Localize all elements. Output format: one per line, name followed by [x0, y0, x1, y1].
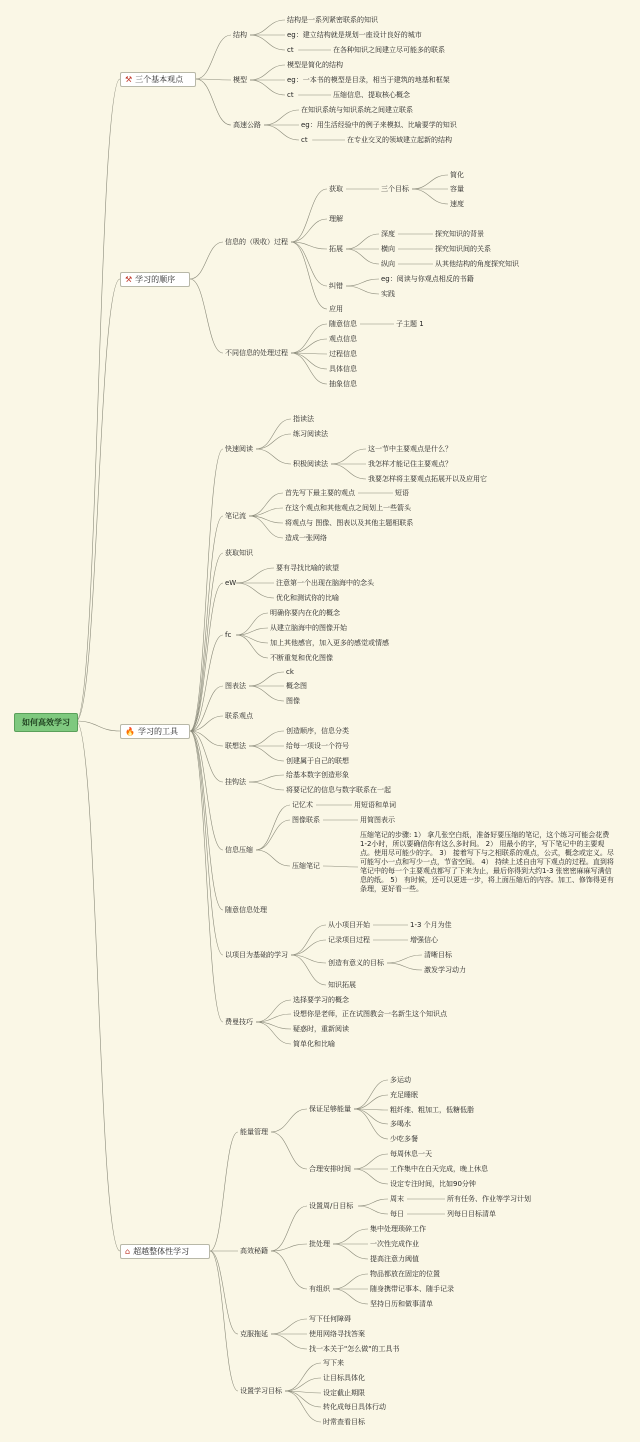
topic-level3[interactable]: 使用网络寻找答案	[309, 1330, 365, 1338]
connector-line-131	[285, 1363, 321, 1391]
topic-level3[interactable]: 抽象信息	[329, 380, 357, 388]
topic-level3[interactable]: 合理安排时间	[309, 1165, 351, 1173]
connector-line-81	[256, 820, 290, 850]
connector-line-60	[236, 583, 274, 598]
connector-line-106	[354, 1109, 388, 1124]
topic-level4[interactable]: 用短语和单词	[354, 801, 396, 809]
topic-level2[interactable]: 信息压缩	[225, 846, 253, 854]
connector-line-69	[249, 686, 284, 701]
main-branch-label: 超越整体性学习	[133, 1247, 190, 1256]
topic-level3[interactable]: 写下任何障碍	[309, 1315, 351, 1323]
topic-level5[interactable]: 所有任务、作业等学习计划	[447, 1195, 531, 1203]
topic-level2[interactable]: 随意信息处理	[225, 906, 267, 914]
topic-level3[interactable]: 给基本数字创造形象	[286, 771, 349, 779]
connector-line-96	[256, 1000, 291, 1022]
topic-level2[interactable]: 克服拖延	[240, 1330, 268, 1338]
connector-line-33	[346, 286, 379, 294]
topic-level2[interactable]: 结构	[233, 31, 247, 39]
topic-level2[interactable]: 联系观点	[225, 712, 253, 720]
connector-line-97	[256, 1014, 291, 1022]
topic-level4[interactable]: 物品都放在固定的位置	[370, 1270, 440, 1278]
connector-line-40	[291, 353, 327, 369]
topic-level4[interactable]: 在各种知识之间建立尽可能多的联系	[333, 46, 445, 54]
topic-level4[interactable]: 压缩信息、提取核心概念	[333, 91, 410, 99]
connector-line-6	[196, 79, 231, 80]
topic-level3[interactable]: 要有寻找比喻的欲望	[276, 564, 339, 572]
connector-line-123	[333, 1274, 368, 1289]
main-branch-2[interactable]	[120, 724, 190, 739]
topic-level4[interactable]: 在专业交叉的领域建立起新的结构	[347, 136, 452, 144]
connector-line-118	[271, 1244, 307, 1251]
topic-level4[interactable]: 1-3 个月为佳	[410, 921, 452, 929]
connector-line-16	[76, 279, 120, 721]
topic-level2[interactable]: eW	[225, 579, 237, 587]
connector-line-56	[190, 553, 223, 731]
connector-line-53	[249, 508, 283, 516]
topic-level3[interactable]: 积极阅读法	[293, 460, 328, 468]
connector-line-7	[250, 65, 285, 80]
topic-level2[interactable]: 高效秘籍	[240, 1247, 268, 1255]
connector-line-50	[190, 516, 223, 731]
topic-level2[interactable]: 以项目为基础的学习	[225, 951, 288, 959]
topic-level4[interactable]: 短语	[395, 489, 409, 497]
connector-line-101	[210, 1132, 238, 1251]
connector-line-20	[412, 175, 448, 189]
topic-level4[interactable]: 充足睡眠	[390, 1091, 418, 1099]
topic-level3[interactable]: 创建属于自己的联想	[286, 757, 349, 765]
connector-line-12	[264, 110, 299, 125]
connector-line-79	[256, 805, 290, 850]
topic-level2[interactable]: 费曼技巧	[225, 1018, 253, 1026]
connector-line-85	[190, 731, 223, 910]
topic-level4[interactable]: 随身携带记事本、随手记录	[370, 1285, 454, 1293]
topic-level3[interactable]: 明确你要内在化的概念	[270, 609, 340, 617]
topic-level3[interactable]: eg：用生活经验中的例子来模拟、比喻要学的知识	[301, 121, 457, 129]
topic-level3[interactable]: 应用	[329, 305, 343, 313]
topic-level3[interactable]: 压缩笔记	[292, 862, 320, 870]
topic-level3[interactable]: ct	[301, 136, 308, 144]
topic-level4[interactable]: 坚持日历和做事清单	[370, 1300, 433, 1308]
connector-line-29	[346, 249, 379, 264]
topic-level3[interactable]: 保证足够能量	[309, 1105, 351, 1113]
connector-line-129	[271, 1334, 307, 1349]
connector-line-32	[346, 279, 379, 286]
topic-level3[interactable]: 概念图	[286, 682, 307, 690]
topic-level5[interactable]: 简化	[450, 171, 464, 179]
connector-line-130	[210, 1251, 238, 1391]
topic-level3[interactable]: 设想你是老师，正在试图教会一名新生这个知识点	[293, 1010, 447, 1018]
topic-level4[interactable]: 增强信心	[410, 936, 438, 944]
root-topic[interactable]	[14, 713, 78, 732]
topic-level3[interactable]: 时常查看目标	[323, 1418, 365, 1426]
topic-level3[interactable]: 记忆术	[292, 801, 313, 809]
connector-line-58	[236, 568, 274, 583]
main-branch-label: 三个基本观点	[135, 75, 184, 84]
connector-line-2	[250, 20, 285, 35]
topic-level3[interactable]: 写下来	[323, 1359, 344, 1367]
topic-level4[interactable]: 每周休息一天	[390, 1150, 432, 1158]
topic-level3[interactable]: 从小项目开始	[328, 921, 370, 929]
main-branch-label: 学习的工具	[137, 727, 178, 736]
connector-line-89	[291, 940, 326, 955]
topic-level3[interactable]: 不断重复和优化图像	[270, 654, 333, 662]
topic-level3[interactable]: 图像联系	[292, 816, 320, 824]
house-icon: ⌂	[125, 1247, 131, 1256]
connector-line-11	[196, 79, 231, 125]
connector-line-4	[250, 35, 285, 50]
connector-line-122	[271, 1251, 307, 1289]
topic-level4[interactable]: 子主题 1	[396, 320, 424, 328]
topic-level4[interactable]: 我要怎样将主要观点拓展开以及应用它	[368, 475, 487, 483]
connector-line-76	[249, 775, 284, 782]
connector-line-51	[249, 493, 283, 516]
connector-line-22	[412, 189, 448, 204]
connector-line-103	[354, 1080, 388, 1109]
topic-level3[interactable]: eg：建立结构就是规划一座设计良好的城市	[287, 31, 422, 39]
topic-level3[interactable]: ct	[287, 91, 294, 99]
topic-level3[interactable]: 拓展	[329, 245, 343, 253]
topic-level4[interactable]: 提高注意力阈值	[370, 1255, 419, 1263]
connector-line-49	[331, 464, 366, 479]
topic-level4[interactable]: 这一节中主要观点是什么？	[368, 445, 452, 453]
topic-level4[interactable]: 每日	[390, 1210, 404, 1218]
topic-level5[interactable]: 列每日目标清单	[447, 1210, 496, 1218]
main-branch-0[interactable]	[120, 72, 196, 87]
topic-level4[interactable]: 横向	[381, 245, 395, 253]
topic-level4[interactable]: eg：阅读与你观点相反的书籍	[381, 275, 474, 283]
topic-level3[interactable]: 加上其他感官，加入更多的感觉或情感	[270, 639, 389, 647]
connector-line-47	[331, 449, 366, 464]
topic-level3[interactable]: 记录项目过程	[328, 936, 370, 944]
connector-line-107	[354, 1109, 388, 1139]
connector-line-42	[76, 721, 120, 731]
topic-level2[interactable]: 图表法	[225, 682, 246, 690]
topic-level3[interactable]: 练习阅读法	[293, 430, 328, 438]
topic-level3[interactable]: 理解	[329, 215, 343, 223]
topic-level3[interactable]: 知识拓展	[328, 981, 356, 989]
connector-line-65	[236, 635, 268, 658]
connector-line-9	[250, 80, 285, 95]
topic-level4[interactable]: 压缩笔记的步骤: 1） 拿几张空白纸，准备好要压缩的笔记，这个练习可能会花费1-2小时，所以要确信你有这么多时间。 2） 用最小的字，写下笔记中的主要观点。使用尽可能少的字。 3） 接着写下与之相联系的观点，公式，概念或定义。尽可能写小一点和写少一点，节省空间。 4） 持续上述自由写下观点的过程。直到将笔记中的每一个主要观点都写了下来为止，最后你得到大约1-3 张密密麻麻写满信息的纸。 5） 有时候，还可以更进一步，将上面压缩后的内容。加工、修饰得更有条理，更好看一些。	[360, 831, 614, 893]
topic-level2[interactable]: 联想法	[225, 742, 246, 750]
topic-level3[interactable]: 创造顺序，信息分类	[286, 727, 349, 735]
topic-level4[interactable]: 设定专注时间，比如90分钟	[390, 1180, 476, 1188]
root-topic-label: 如何高效学习	[22, 718, 70, 727]
topic-level4[interactable]: 粗纤维、粗加工，低糖低脂	[390, 1106, 474, 1114]
tools-icon: ⚒	[125, 275, 133, 284]
topic-level4[interactable]: 激发学习动力	[424, 966, 466, 974]
topic-level3[interactable]: 随意信息	[329, 320, 357, 328]
connector-line-83	[256, 850, 290, 866]
topic-level5[interactable]: 探究知识的背景	[435, 230, 484, 238]
connector-line-23	[291, 219, 327, 242]
connector-line-100	[76, 721, 120, 1251]
topic-level3[interactable]: 结构是一系列紧密联系的知识	[287, 16, 378, 24]
connector-line-14	[264, 125, 299, 140]
topic-level5[interactable]: 容量	[450, 185, 464, 193]
topic-level3[interactable]: 首先写下最主要的观点	[285, 489, 355, 497]
topic-level3[interactable]: 具体信息	[329, 365, 357, 373]
connector-line-127	[271, 1319, 307, 1334]
topic-level4[interactable]: 纵向	[381, 260, 395, 268]
topic-level3[interactable]: 图像	[286, 697, 300, 705]
topic-level3[interactable]: ct	[287, 46, 294, 54]
topic-level3[interactable]: 设置周/日目标	[309, 1202, 354, 1210]
connector-line-132	[285, 1378, 321, 1391]
connector-line-64	[236, 635, 268, 643]
connector-line-134	[285, 1391, 321, 1407]
connector-line-43	[190, 449, 223, 731]
topic-level3[interactable]: 获取	[329, 185, 343, 193]
topic-level3[interactable]: 过程信息	[329, 350, 357, 358]
topic-level4[interactable]: 用简图表示	[360, 816, 395, 824]
connector-line-95	[190, 731, 223, 1022]
connector-line-25	[346, 234, 379, 249]
topic-level2[interactable]: 获取知识	[225, 549, 253, 557]
topic-level4[interactable]: 多喝水	[390, 1120, 411, 1128]
connector-line-109	[354, 1154, 388, 1169]
connector-line-119	[333, 1229, 368, 1244]
topic-level3[interactable]: 让目标具体化	[323, 1374, 365, 1382]
topic-level3[interactable]: 从建立脑海中的图像开始	[270, 624, 347, 632]
topic-level3[interactable]: 找一本关于"怎么做"的工具书	[309, 1345, 400, 1353]
topic-level3[interactable]: 指读法	[293, 415, 314, 423]
topic-level2[interactable]: 设置学习目标	[240, 1387, 282, 1395]
connector-line-77	[249, 782, 284, 790]
topic-level3[interactable]: 设定截止期限	[323, 1389, 365, 1397]
topic-level3[interactable]: 注意第一个出现在脑海中的念头	[276, 579, 374, 587]
topic-level3[interactable]: 创造有意义的目标	[328, 959, 384, 967]
topic-level2[interactable]: 模型	[233, 76, 247, 84]
topic-level3[interactable]: 简单化和比喻	[293, 1040, 335, 1048]
connector-line-24	[291, 242, 327, 249]
connector-line-87	[291, 925, 326, 955]
connector-line-72	[249, 731, 284, 746]
fire-icon: 🔥	[125, 727, 135, 736]
connector-line-102	[271, 1109, 307, 1132]
topic-level4[interactable]: 集中处理琐碎工作	[370, 1225, 426, 1233]
connector-line-18	[291, 189, 327, 242]
connector-line-125	[333, 1289, 368, 1304]
topic-level2[interactable]: 不同信息的处理过程	[225, 349, 288, 357]
topic-level2[interactable]: 信息的（吸收）过程	[225, 238, 288, 246]
connector-line-94	[291, 955, 326, 985]
topic-level4[interactable]: 实践	[381, 290, 395, 298]
topic-level4[interactable]: 工作集中在白天完成，晚上休息	[390, 1165, 488, 1173]
connector-line-114	[358, 1199, 388, 1206]
topic-level2[interactable]: 快速阅读	[225, 445, 253, 453]
tools-icon: ⚒	[125, 75, 133, 84]
connector-line-111	[354, 1169, 388, 1184]
connector-line-104	[354, 1095, 388, 1109]
connector-line-1	[196, 35, 231, 79]
connector-line-116	[358, 1206, 388, 1214]
topic-level3[interactable]: 将观点与 图像、图表以及其他主题相联系	[285, 519, 414, 527]
connector-line-86	[190, 731, 223, 955]
topic-level4[interactable]: 我怎样才能记住主要观点？	[368, 460, 452, 468]
main-branch-label: 学习的顺序	[135, 275, 176, 284]
topic-level3[interactable]: 在知识系统与知识系统之间建立联系	[301, 106, 413, 114]
topic-level2[interactable]: 高速公路	[233, 121, 261, 129]
connector-line-34	[291, 242, 327, 309]
topic-level3[interactable]: 疑惑时，重新阅读	[293, 1025, 349, 1033]
topic-level4[interactable]: 多运动	[390, 1076, 411, 1084]
topic-level3[interactable]: 纠错	[329, 282, 343, 290]
topic-level3[interactable]: eg：一本书的模型是目录，相当于建筑的地基和框架	[287, 76, 450, 84]
connector-line-78	[190, 731, 223, 850]
connector-line-46	[256, 449, 291, 464]
topic-level4[interactable]: 周末	[390, 1195, 404, 1203]
topic-level4[interactable]: 深度	[381, 230, 395, 238]
topic-level3[interactable]: 优化和测试你的比喻	[276, 594, 339, 602]
topic-level2[interactable]: fc	[225, 631, 232, 639]
topic-level3[interactable]: 在这个观点和其他观点之间划上一些箭头	[285, 504, 411, 512]
topic-level3[interactable]: 给每一项设一个符号	[286, 742, 349, 750]
connector-line-45	[256, 434, 291, 449]
main-branch-1[interactable]	[120, 272, 190, 287]
topic-level5[interactable]: 探究知识间的关系	[435, 245, 491, 253]
main-branch-3[interactable]	[120, 1244, 210, 1259]
topic-level3[interactable]: 造成一张网络	[285, 534, 327, 542]
connector-line-84	[323, 866, 358, 867]
topic-level5[interactable]: 速度	[450, 200, 464, 208]
topic-level3[interactable]: 观点信息	[329, 335, 357, 343]
connector-line-36	[291, 324, 327, 353]
connector-line-0	[76, 79, 120, 721]
topic-level4[interactable]: 一次性完成作业	[370, 1240, 419, 1248]
topic-level3[interactable]: 选择要学习的概念	[293, 996, 349, 1004]
topic-level3[interactable]: 将要记忆的信息与数字联系在一起	[286, 786, 391, 794]
topic-level5[interactable]: 从其他结构的角度探究知识	[435, 260, 519, 268]
topic-level3[interactable]: 转化成每日具体行动	[323, 1403, 386, 1411]
connector-line-121	[333, 1244, 368, 1259]
topic-level4[interactable]: 清晰目标	[424, 951, 452, 959]
connector-line-93	[387, 963, 422, 970]
topic-level3[interactable]: 模型是简化的结构	[287, 61, 343, 69]
connector-line-44	[256, 419, 291, 449]
topic-level2[interactable]: 能量管理	[240, 1128, 268, 1136]
topic-level3[interactable]: 批处理	[309, 1240, 330, 1248]
connector-line-108	[271, 1132, 307, 1169]
connector-line-92	[387, 955, 422, 963]
topic-level2[interactable]: 笔记流	[225, 512, 246, 520]
topic-level4[interactable]: 三个目标	[381, 185, 409, 193]
connector-line-35	[190, 279, 223, 353]
connector-line-38	[291, 339, 327, 353]
topic-level3[interactable]: ck	[286, 668, 294, 676]
topic-level2[interactable]: 挂钩法	[225, 778, 246, 786]
connector-line-67	[249, 672, 284, 686]
connector-line-74	[249, 746, 284, 761]
topic-level4[interactable]: 少吃多餐	[390, 1135, 418, 1143]
connector-line-17	[190, 242, 223, 279]
topic-level3[interactable]: 有组织	[309, 1285, 330, 1293]
